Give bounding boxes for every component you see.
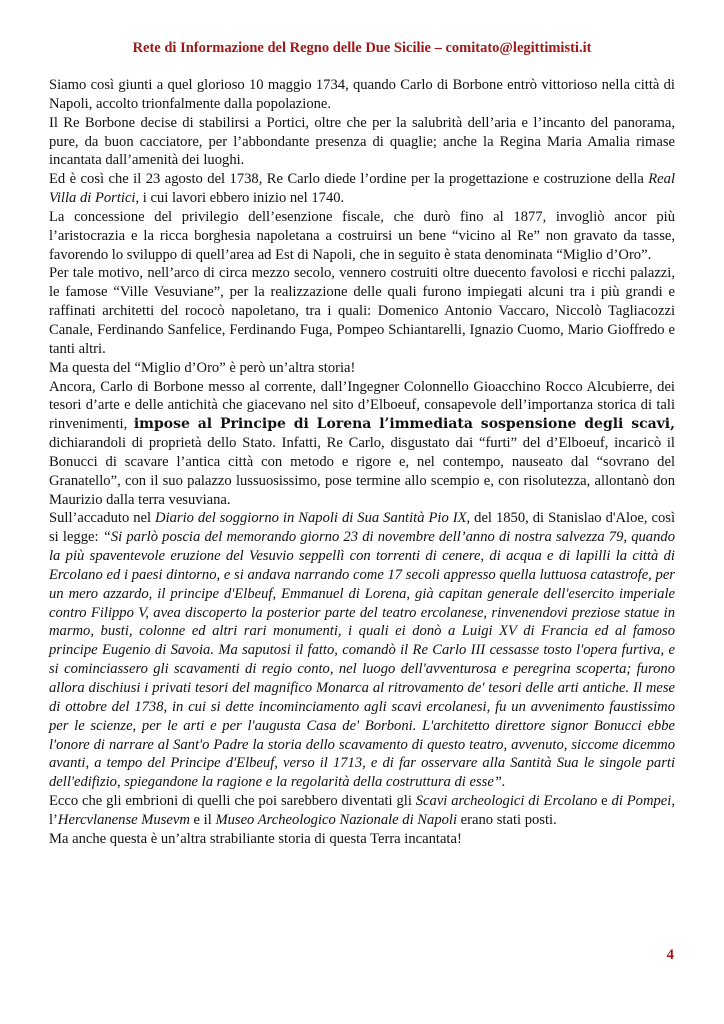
text-span: Ed è così che il 23 agosto del 1738, Re Carlo diede l’ordine per la progettazione e costruzione della — [49, 171, 649, 188]
bold-emphasis: impose al Principe di Lorena l’immediata sospensione degli scavi, — [133, 416, 676, 433]
paragraph-2: Il Re Borbone decise di stabilirsi a Portici, oltre che per la salubrità dell’aria e l’incanto del panorama, pure, da buon cacciatore, per l’abbondante presenza di quaglie; anche la Regina Maria Amalia rimase incantata dall’amenità dei luoghi. — [49, 114, 675, 169]
text-span: Ancora, Carlo di Borbone messo al corrente, dall’Ingegner Colonnello Gioacchino Rocco Alcubierre, dei tesori d’arte e delle antichità che giacevano nel sito d’Elboeuf, consapevole dell’importanza storica di tali rinvenimenti, — [49, 378, 675, 433]
text-span: , i cui lavori ebbero inizio nel 1740. — [135, 190, 345, 207]
text-span: erano stati posti. — [457, 811, 557, 828]
paragraph-9 — [49, 792, 675, 830]
italic-title: Museo Archeologico Nazionale di Napoli — [215, 811, 458, 828]
paragraph-6: Ma questa del “Miglio d’Oro” è però un’altra storia! — [49, 359, 356, 376]
paragraph-5: Per tale motivo, nell’arco di circa mezzo secolo, vennero costruiti oltre duecento favolosi e ricchi palazzi, le famose “Ville Vesuviane”, per la realizzazione delle quali furono impiegati alcuni tra i più grandi e raffinati architetti del rococò napoletano, tra i quali: Domenico Antonio Vaccaro, Niccolò Tagliacozzi Canale, Ferdinando Sanfelice, Ferdinando Fuga, Pompeo Schiantarelli, Ignazio Cuomo, Mario Gioffredo e tanti altri. — [49, 265, 675, 357]
text-span: dichiarandoli di proprietà dello Stato. Infatti, Re Carlo, disgustato dai “furti” del d’Elboeuf, incaricò il Bonucci di scavare l’antica città con metodo e rigore e, nel contempo, nauseato dal “sovrano del Granatello”, con il suo palazzo lussuosissimo, pose termine allo scempio e, con risolutezza, allontanò don Maurizio dalla terra vesuviana. — [49, 435, 675, 508]
paragraph-3 — [49, 170, 675, 208]
italic-quote: “Si parlò poscia del memorando giorno 23 di novembre dell’anno di nostra salvezza 79, quando la più spaventevole eruzione del Vesuvio seppellì con torrenti di cenere, di acqua e di lapilli la città di Ercolano ed i paesi dintorno, e si andava narrando come 17 secoli appresso quella luttuosa catastrofe, per un mero azzardo, il principe d'Elbeuf, Emmanuel di Lorena, già capitan generale dell'esercito imperiale contro Filippo V, avea discoperto la posterior parte del teatro ercolanese, rinvenendovi preziose statue in marmo, busti, colonne ed altri rari monumenti, i quali ei donò a Luigi XV di Francia ed al famoso principe Eugenio di Savoia. Ma saputosi il fatto, comandò il Re Carlo III cessasse tosto l'opera furtiva, e si cominciassero gli scavamenti di regio conto, nel luogo dell'avventurosa e peregrina scoperta; furono allora dischiusi i privati tesori del magnifico Monarca al ritrovamento de' tesori delle arti antiche. Il mese di ottobre del 1738, in cui si dette incominciamento agli scavi ercolanesi, fu un avvenimento faustissimo per le scienze, per le arti e per l'augusta Casa de' Borboni. L'architetto direttore signor Bonucci ebbe l'onore di narrare al Sant'o Padre la storia dello scavamento di questo teatro, avvenuto, siccome dicemmo avanti, a tempo del Principe d'Elbeuf, verso il 1713, e di far osservare alla Santità Sua le singole parti dell'edifizio, spiegandone la ragione e la regolarità della costruttura di esse”. — [49, 529, 675, 791]
paragraph-1: Siamo così giunti a quel glorioso 10 maggio 1734, quando Carlo di Borbone entrò vittorioso nella città di Napoli, accolto trionfalmente dalla popolazione. — [49, 77, 675, 112]
text-span: , l’ — [49, 793, 675, 828]
paragraph-4: La concessione del privilegio dell’esenzione fiscale, che durò fino al 1877, invogliò ancor più l’aristocrazia e la ricca borghesia napoletana a costruirsi un bene “vicino al Re” non gravato da tasse, favorendo lo sviluppo di quell’area ad Est di Napoli, che in seguito è stata denominata “Miglio d’Oro”. — [49, 208, 675, 263]
italic-title: Diario del soggiorno in Napoli di Sua Santità Pio IX — [155, 510, 467, 527]
italic-title: Scavi archeologici di Ercolano — [415, 793, 598, 810]
page-header: Rete di Informazione del Regno delle Due Sicilie – comitato@legittimisti.it — [132, 40, 592, 56]
text-span: Sull’accaduto nel — [49, 510, 156, 527]
italic-title: Real Villa di Portici — [49, 171, 675, 207]
paragraph-7 — [49, 378, 675, 510]
page-number: 4 — [666, 947, 674, 963]
italic-title: Hercvlanense Musevm — [57, 811, 190, 828]
document-body — [49, 76, 675, 849]
text-span: Ecco che gli embrioni di quelli che poi sarebbero diventati gli — [49, 793, 416, 810]
text-span: e il — [189, 811, 216, 828]
paragraph-8 — [49, 509, 675, 792]
text-span: , del 1850, di Stanislao d'Aloe, così si legge: — [49, 510, 676, 546]
text-span: e — [597, 793, 612, 810]
italic-title: di Pompei — [611, 793, 672, 810]
paragraph-10: Ma anche questa è un’altra strabiliante storia di questa Terra incantata! — [49, 830, 462, 847]
